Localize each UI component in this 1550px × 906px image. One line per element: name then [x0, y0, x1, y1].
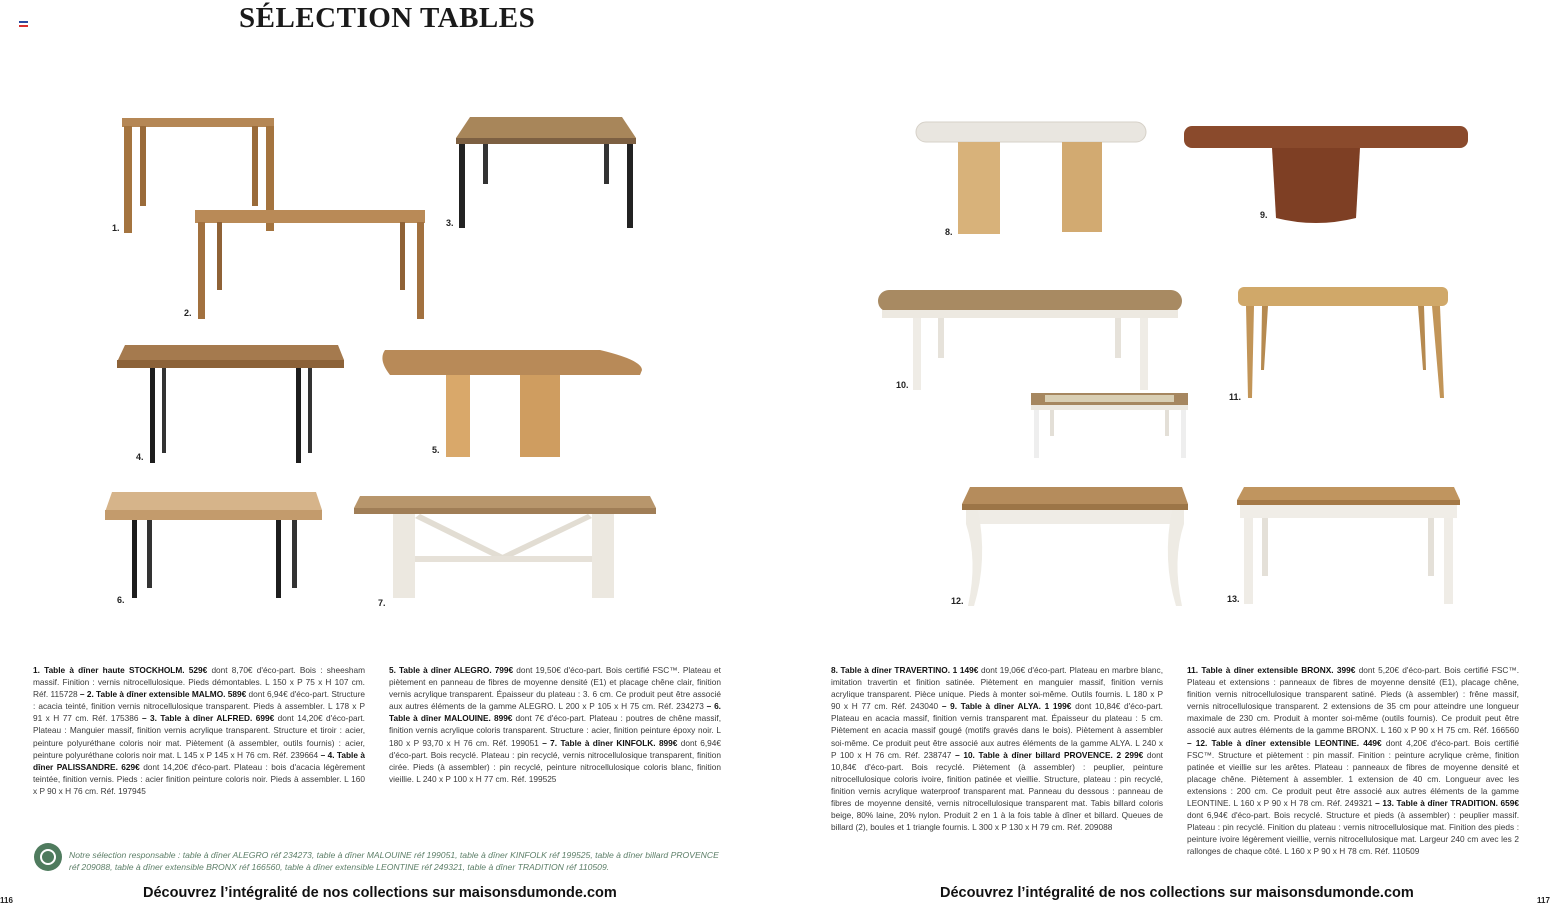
- page-title: SÉLECTION TABLES: [239, 2, 536, 34]
- product-label-5: 5.: [432, 445, 440, 455]
- product-name-price: 1. Table à dîner haute STOCKHOLM. 529€: [33, 665, 208, 675]
- product-name-price: – 13. Table à dîner TRADITION. 659€: [1375, 798, 1519, 809]
- product-label-7: 7.: [378, 598, 386, 608]
- product-name-price: 8. Table à dîner TRAVERTINO. 1 149€: [831, 665, 979, 675]
- footer-link-right[interactable]: Découvrez l’intégralité de nos collections sur maisonsdumonde.com: [940, 885, 1414, 901]
- table-image-11: [1238, 287, 1448, 398]
- product-details: dont 7€ d'éco-part. Plateau : poutres de chêne massif, finition vernis acrylique coloris transparent. Structure : acier, finition peinture époxy noir. L 180 x P 93,70 x H 76 cm. Réf. 199051: [389, 713, 721, 748]
- product-label-3: 3.: [446, 218, 454, 228]
- page-number-left: 116: [0, 896, 13, 905]
- table-image-9: [1184, 126, 1468, 223]
- table-image-10-billiard: [1031, 393, 1188, 458]
- product-details: dont 4,20€ d'éco-part. Bois certifié FSC™. Structure et piètement : pin massif. Finition : peinture acrylique crème, finition patinée et vieillie sur les arêtes. Plateau : panneaux de fibres de moyenne densité et placage chêne. Piètement à assembler. 1 extension de 40 cm. Longueur avec les extensions : 200 cm. Ce produit peut être associé aux autres éléments de la gamme LEONTINE. L 160 x P 90 x H 78 cm. Réf. 249321: [1187, 737, 1519, 809]
- product-label-6: 6.: [117, 595, 125, 605]
- eco-globe-icon: [34, 843, 62, 871]
- table-image-10: [878, 290, 1182, 390]
- footer-link-left[interactable]: Découvrez l’intégralité de nos collections sur maisonsdumonde.com: [143, 885, 617, 901]
- product-label-1: 1.: [112, 223, 120, 233]
- product-label-13: 13.: [1227, 594, 1240, 604]
- product-name-price: – 3. Table à dîner ALFRED. 699€: [141, 713, 275, 724]
- product-name-price: – 4. Table à dîner PALISSANDRE. 629€: [33, 749, 365, 772]
- product-details: dont 14,20€ d'éco-part. Plateau : bois d'acacia légèrement teintée, finition vernis. Pieds : acier finition peinture coloris noir. Pieds à assembler. L 160 x P 90 x H 76 cm. Réf. 197945: [33, 761, 366, 796]
- product-details: dont 10,84€ d'éco-part. Plateau en acacia massif, finition vernis transparent mat. Épaisseur du plateau : 5 cm. Piètement en acacia massif gougé (motifs gravés dans le bois). Piètement à assembler soi-même. Ce produit peut être associé aux autres éléments de la gamme ALYA. L 240 x P 100 x H 76 cm. Réf. 238747: [831, 701, 1163, 760]
- product-details: dont 19,50€ d'éco-part. Bois certifié FSC™. Plateau et piètement en panneau de fibres de moyenne densité (E1) et placage chêne clair, finition vernis acrylique transparent. Épaisseur du plateau : 3. 6 cm. Ce produit peut être associé aux autres éléments de la gamme ALEGRO. L 200 x P 105 x H 75 cm. Réf. 234273: [389, 665, 721, 712]
- table-image-4: [117, 345, 344, 463]
- product-name-price: 11. Table à dîner extensible BRONX. 399€: [1187, 665, 1356, 675]
- product-name-price: – 2. Table à dîner extensible MALMO. 589€: [79, 689, 247, 700]
- product-name-price: – 12. Table à dîner extensible LEONTINE. 449€: [1187, 737, 1382, 748]
- product-name-price: 5. Table à dîner ALEGRO. 799€: [389, 665, 514, 675]
- product-label-10: 10.: [896, 380, 909, 390]
- table-image-3: [456, 117, 636, 228]
- table-image-13: [1237, 487, 1460, 604]
- product-details: dont 19,06€ d'éco-part. Plateau en marbre blanc, imitation travertin et finition satinée. Piètement en manguier massif, finition vernis acrylique transparent. Pièce unique. Pieds à monter soi-même. Outils fournis. L 180 x P 90 x H 77 cm. Réf. 243040: [831, 665, 1163, 712]
- eco-selection-note: Notre sélection responsable : table à dîner ALEGRO réf 234273, table à dîner MALOUINE réf 199051, table à dîner KINFOLK réf 199525, table à dîner billard PROVENCE réf 209088, table à dîner extensible BRONX réf 166560, table à dîner extensible LEONTINE réf 249321, table à dîner TRADITION réf 110509.: [69, 850, 719, 872]
- product-name-price: – 6. Table à dîner MALOUINE. 899€: [389, 701, 721, 724]
- product-label-12: 12.: [951, 596, 964, 606]
- product-name-price: – 9. Table à dîner ALYA. 1 199€: [941, 701, 1072, 712]
- product-details: dont 6,94€ d'éco-part. Bois recyclé. Plateau : pin recyclé, vernis nitrocellulosique transparent, finition cirée. Pieds (à assembler) : pin recyclé, peinture nitrocellulosique coloris blanc, finition vieillie. L 240 x P 100 x H 77 cm. Réf. 199525: [389, 737, 722, 784]
- description-column-1: [33, 664, 365, 797]
- page-number-right: 117: [1537, 896, 1550, 905]
- table-image-7: [354, 496, 656, 598]
- product-label-8: 8.: [945, 227, 953, 237]
- product-name-price: – 7. Table à dîner KINFOLK. 899€: [542, 737, 678, 748]
- description-column-2: [389, 664, 721, 785]
- table-image-12: [962, 487, 1188, 606]
- product-label-2: 2.: [184, 308, 192, 318]
- product-details: dont 6,94€ d'éco-part. Structure : acacia teinté, finition vernis nitrocellulosique transparent. Pieds à assembler. L 178 x P 91 x H 77 cm. Réf. 175386: [33, 689, 365, 724]
- product-label-11: 11.: [1229, 392, 1242, 402]
- description-column-3: [831, 664, 1163, 833]
- product-details: dont 10,84€ d'éco-part. Bois recyclé. Piètement (à assembler) : peuplier, peinture nitrocellulosique coloris ivoire, finition patinée et vieillie. Structure, plateau : pin recyclé, finition vernis acrylique waterproof transparent mat. Panneau du dessous : panneau de fibres de moyenne densité, vernis nitrocellulosique transparent mat. Tabis billard coloris beige, 80% laine, 20% nylon. Produit 2 en 1 à la fois table à dîner et billard. Queues de billard (2), boules et 1 triangle fournis. L 300 x P 130 x H 79 cm. Réf. 209088: [831, 749, 1163, 833]
- product-details: dont 6,94€ d'éco-part. Bois recyclé. Structure et pieds (à assembler) : peuplier massif. Plateau : pin recyclé. Finition du plateau : vernis nitrocellulosique mat. Finition des pieds : peinture ivoire légèrement vieillie, vernis nitrocellulosique mat. Largeur 240 cm avec les 2 rallonges de chaque côté. L 160 x P 90 x H 78 cm. Réf. 110509: [1187, 810, 1519, 857]
- product-name-price: – 10. Table à dîner billard PROVENCE. 2 299€: [955, 749, 1144, 760]
- table-image-6: [105, 492, 322, 598]
- description-column-4: [1187, 664, 1519, 858]
- product-details: dont 5,20€ d'éco-part. Bois certifié FSC™. Plateau et extensions : panneaux de fibres de moyenne densité (E1), placage chêne, finition vernis nitrocellulosique transparent satiné. Pieds (à assembler) : frêne massif, vernis nitrocellulosique transparent. 2 extensions de 35 cm pour atteindre une longueur maximale de 230 cm. Produit à monter soi-même (outils fournis). Ce produit peut être associé aux autres éléments de la gamme BRONX. L 160 x P 90 x H 75 cm. Réf. 166560: [1187, 665, 1519, 736]
- product-details: dont 14,20€ d'éco-part. Plateau : Manguier massif, finition vernis acrylique transparent. Structure et tiroir : acier, peinture polyuréthane coloris noir mat. Piètement (à assembler, outils fournis) : acier, peinture polyuréthane coloris noir mat. L 145 x P 145 x H 76 cm. Réf. 239664: [33, 713, 365, 760]
- table-image-2: [195, 210, 425, 319]
- table-image-5: [382, 350, 642, 457]
- product-label-4: 4.: [136, 452, 144, 462]
- product-label-9: 9.: [1260, 210, 1268, 220]
- table-image-8: [916, 122, 1146, 234]
- product-details: dont 8,70€ d'éco-part. Bois : sheesham massif. Finition : vernis nitrocellulosique. Pieds démontables. L 150 x P 75 x H 107 cm. Réf. 115728: [33, 665, 365, 700]
